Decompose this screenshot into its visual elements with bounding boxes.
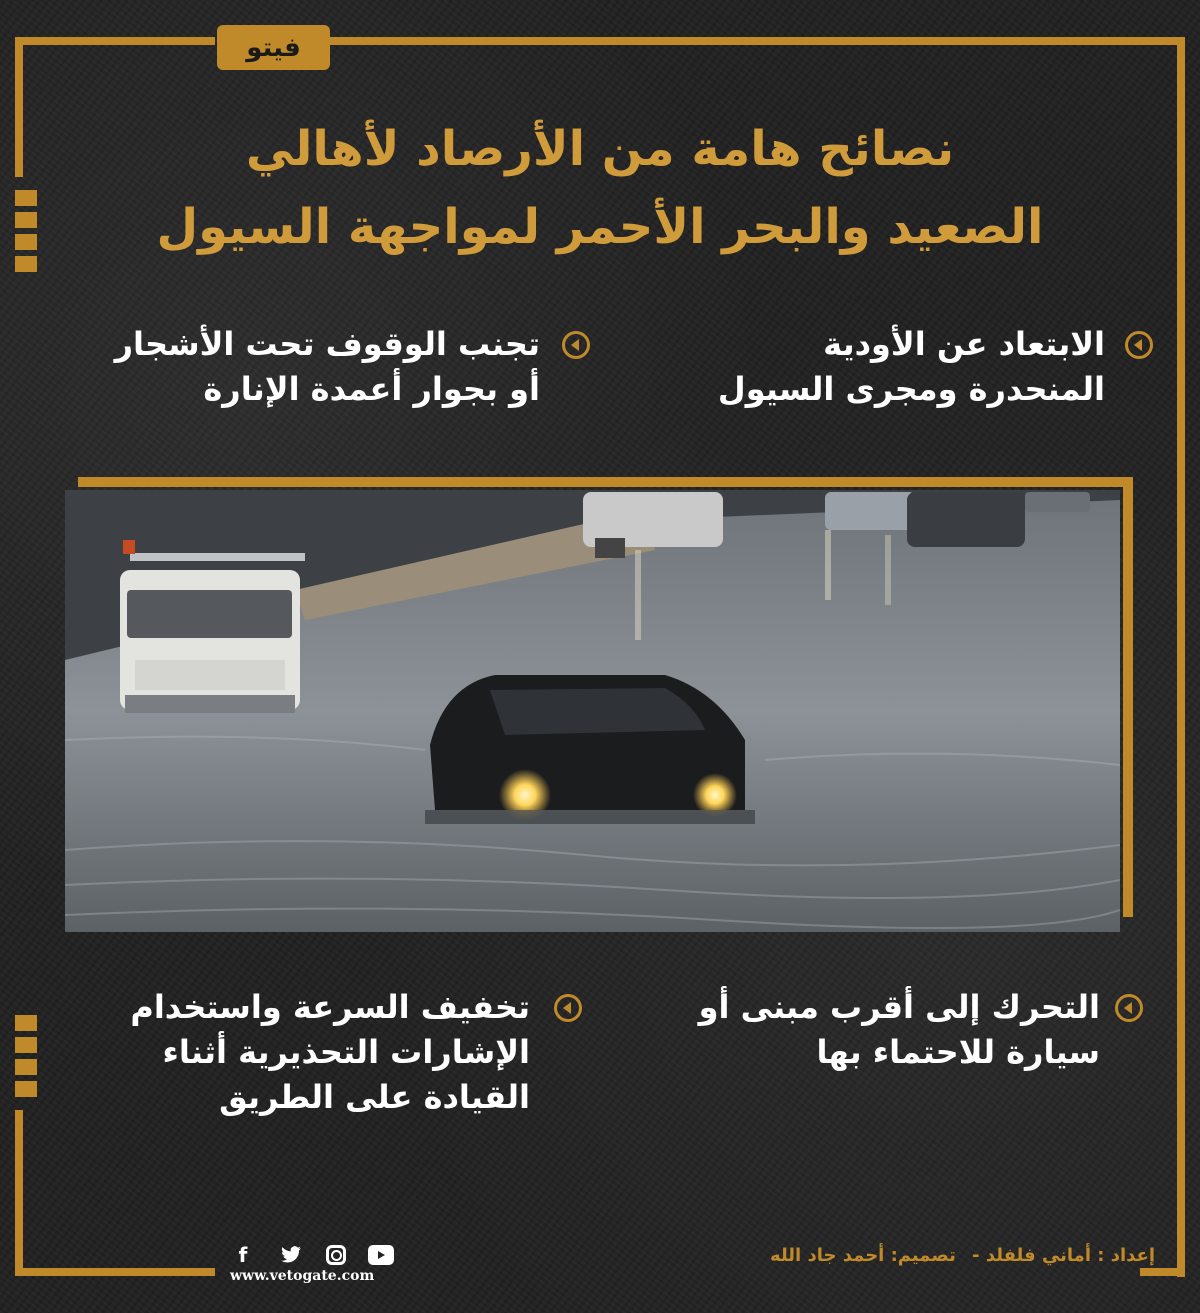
frame-left-bottom	[15, 1110, 23, 1276]
frame-dash	[15, 1015, 37, 1031]
arrow-circle-icon	[1125, 331, 1153, 359]
arrow-circle-icon	[554, 994, 582, 1022]
tip-line: التحرك إلى أقرب مبنى أو	[698, 988, 1100, 1026]
facebook-icon[interactable]: f	[238, 1243, 248, 1267]
title-line-2: الصعيد والبحر الأحمر لمواجهة السيول	[156, 199, 1044, 255]
credits	[760, 1245, 1155, 1266]
youtube-icon[interactable]	[368, 1245, 394, 1265]
frame-left-top	[15, 37, 23, 177]
tip-seek-shelter	[699, 985, 1100, 1075]
title-line-1: نصائح هامة من الأرصاد لأهالي	[245, 121, 955, 177]
frame-dash	[15, 190, 37, 206]
tip-avoid-valleys	[718, 322, 1105, 412]
flood-photo	[65, 490, 1120, 932]
credit-prepared: إعداد : أماني فلفلد -	[972, 1245, 1155, 1266]
tip-line: القيادة على الطريق	[219, 1078, 530, 1116]
frame-top-left	[15, 37, 215, 45]
frame-bottom-left	[15, 1268, 215, 1276]
credit-design: تصميم: أحمد جاد الله	[770, 1245, 956, 1266]
instagram-icon[interactable]	[326, 1245, 346, 1265]
twitter-icon[interactable]	[278, 1244, 304, 1266]
page-title	[90, 110, 1110, 266]
tip-avoid-trees	[115, 322, 540, 412]
tip-line: الإشارات التحذيرية أثناء	[162, 1033, 530, 1071]
frame-dash	[15, 1037, 37, 1053]
photo-frame-right	[1123, 477, 1133, 917]
arrow-circle-icon	[1115, 994, 1143, 1022]
tip-line: المنحدرة ومجرى السيول	[717, 370, 1105, 408]
frame-bottom-right	[1140, 1268, 1185, 1276]
frame-dash	[15, 234, 37, 250]
tip-line: سيارة للاحتماء بها	[816, 1033, 1100, 1071]
frame-right	[1177, 37, 1185, 1277]
tip-line: أو بجوار أعمدة الإنارة	[203, 370, 540, 408]
logo-text: فيتو	[246, 32, 301, 63]
tip-line: تجنب الوقوف تحت الأشجار	[114, 325, 540, 363]
tip-line: تخفيف السرعة واستخدام	[130, 988, 530, 1026]
photo-frame-top	[78, 477, 1133, 487]
tip-line: الابتعاد عن الأودية	[823, 325, 1105, 363]
arrow-circle-icon	[562, 331, 590, 359]
frame-dash	[15, 1081, 37, 1097]
frame-dash	[15, 256, 37, 272]
vetogate-logo[interactable]	[217, 25, 330, 70]
frame-top-right	[330, 37, 1185, 45]
frame-dash	[15, 212, 37, 228]
website-url[interactable]: www.vetogate.com	[230, 1268, 375, 1284]
social-links	[230, 1244, 394, 1266]
tip-slow-down	[130, 985, 530, 1120]
frame-dash	[15, 1059, 37, 1075]
